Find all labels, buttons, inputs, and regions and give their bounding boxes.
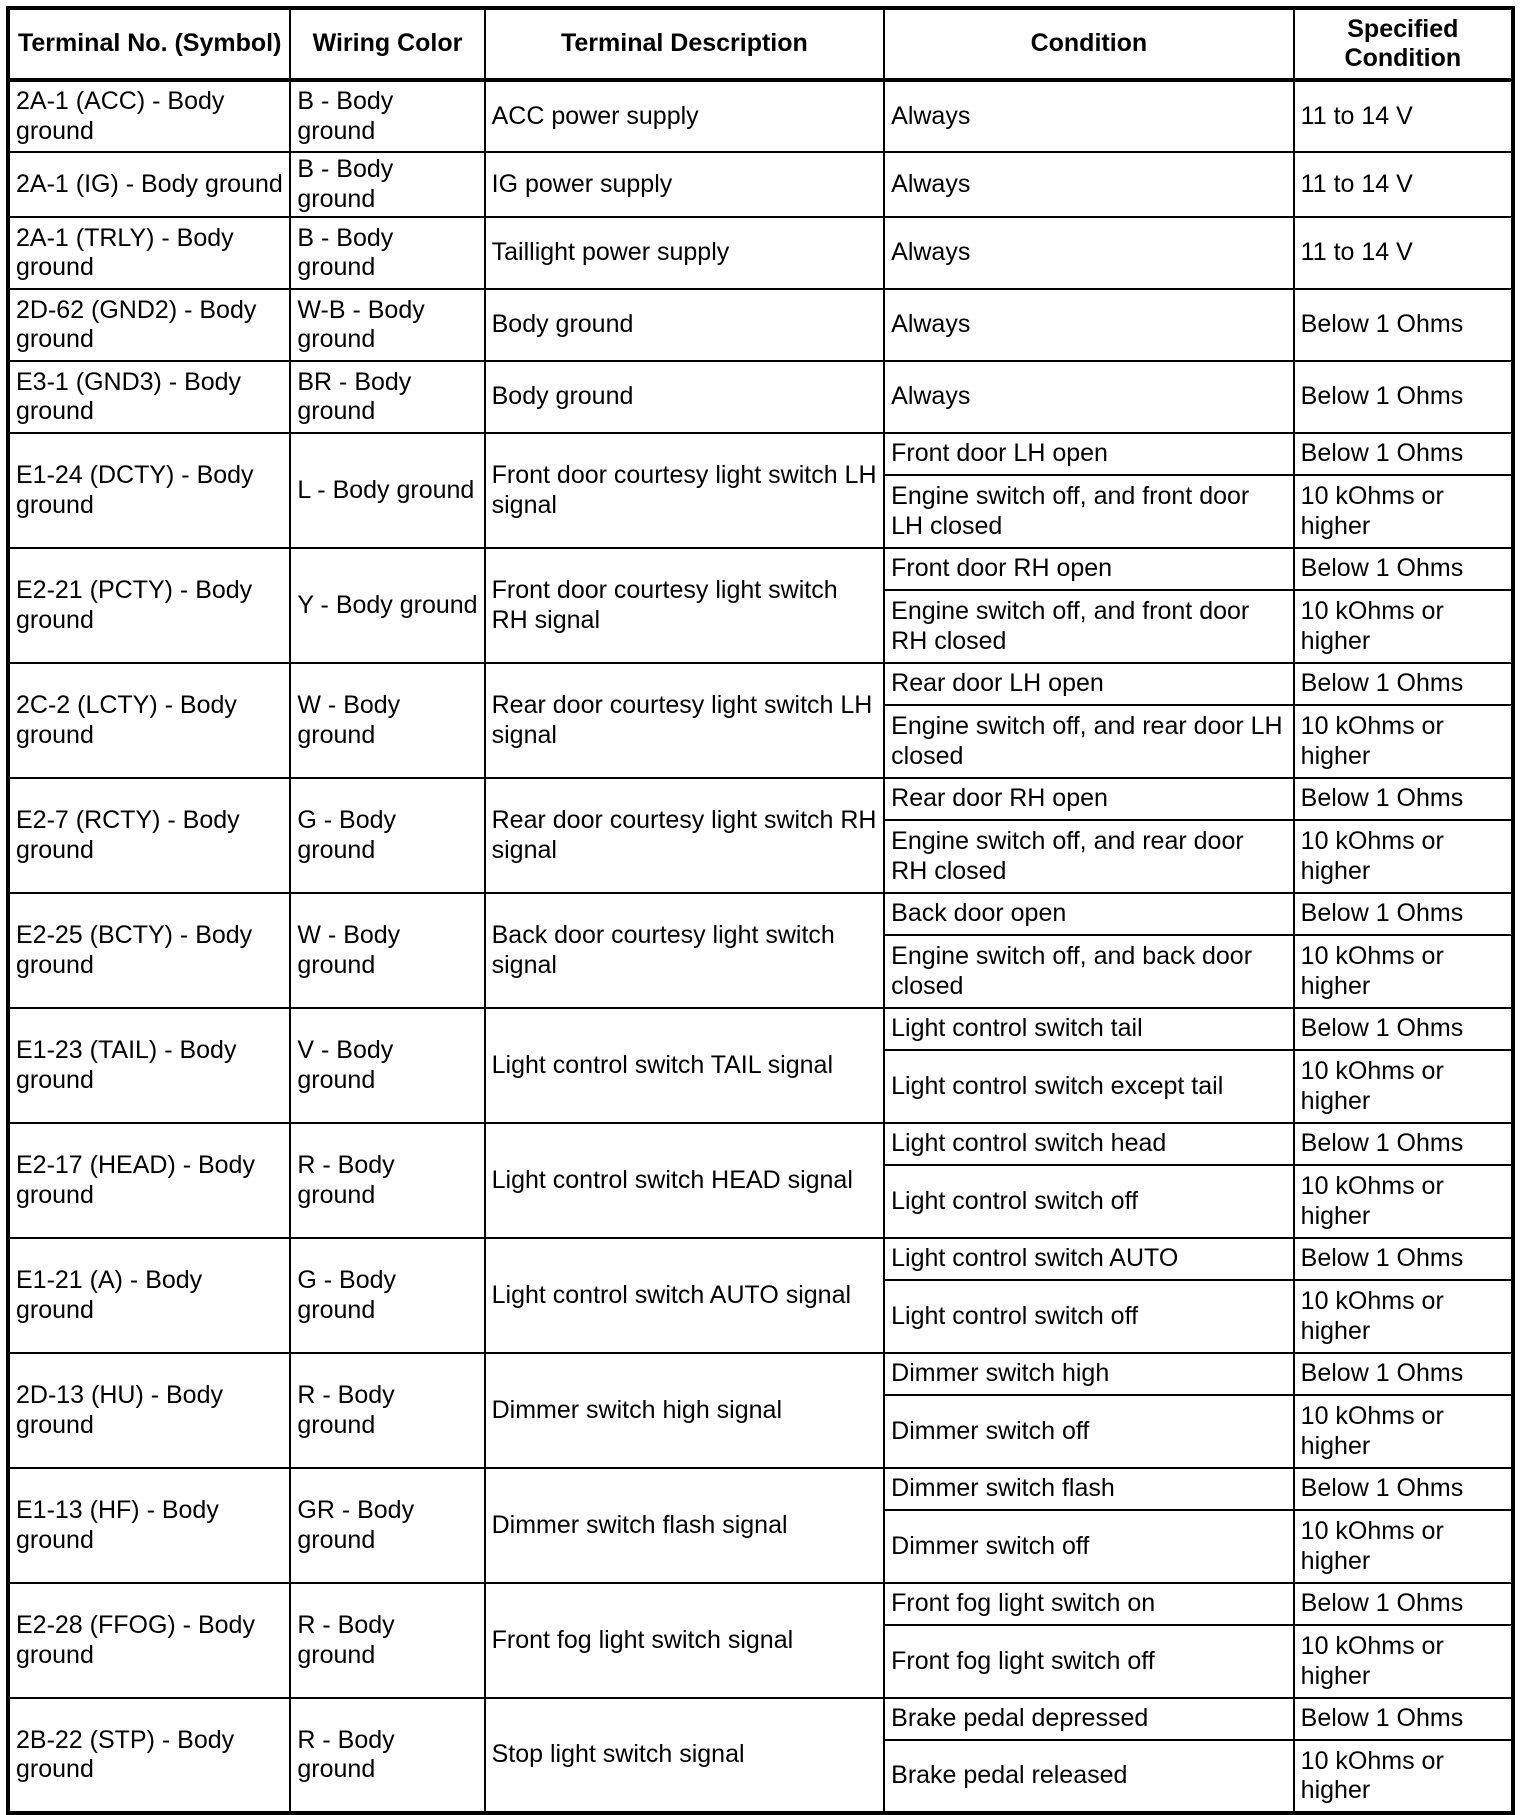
description-cell: Body ground xyxy=(485,289,885,361)
description-cell: Light control switch AUTO signal xyxy=(485,1238,885,1353)
condition-cell: Light control switch tail xyxy=(884,1008,1294,1050)
spec-cell: 10 kOhms or higher xyxy=(1294,590,1513,663)
terminal-cell: E1-24 (DCTY) - Body ground xyxy=(8,433,290,548)
wiring-color-cell: R - Body ground xyxy=(290,1698,484,1813)
condition-cell: Always xyxy=(884,152,1294,217)
terminal-cell: E2-25 (BCTY) - Body ground xyxy=(8,893,290,1008)
spec-cell: 10 kOhms or higher xyxy=(1294,1395,1513,1468)
condition-cell: Front fog light switch off xyxy=(884,1625,1294,1698)
table-row xyxy=(8,361,1513,433)
table-row xyxy=(8,433,1513,475)
condition-cell: Engine switch off, and front door RH closed xyxy=(884,590,1294,663)
spec-cell: 10 kOhms or higher xyxy=(1294,1625,1513,1698)
terminal-cell: 2A-1 (TRLY) - Body ground xyxy=(8,217,290,289)
terminal-cell: 2B-22 (STP) - Body ground xyxy=(8,1698,290,1813)
spec-cell: Below 1 Ohms xyxy=(1294,433,1513,475)
spec-cell: 10 kOhms or higher xyxy=(1294,705,1513,778)
condition-cell: Dimmer switch off xyxy=(884,1510,1294,1583)
wiring-color-cell: B - Body ground xyxy=(290,217,484,289)
condition-cell: Brake pedal released xyxy=(884,1740,1294,1813)
table-row xyxy=(8,1123,1513,1165)
description-cell: Back door courtesy light switch signal xyxy=(485,893,885,1008)
wiring-color-cell: W-B - Body ground xyxy=(290,289,484,361)
spec-cell: Below 1 Ohms xyxy=(1294,1008,1513,1050)
condition-cell: Rear door RH open xyxy=(884,778,1294,820)
table-row xyxy=(8,1583,1513,1625)
table-row xyxy=(8,548,1513,590)
table-row xyxy=(8,893,1513,935)
table-header xyxy=(8,8,1513,80)
condition-cell: Always xyxy=(884,217,1294,289)
condition-cell: Front door LH open xyxy=(884,433,1294,475)
table-row xyxy=(8,778,1513,820)
terminal-spec-table xyxy=(6,6,1515,1815)
condition-cell: Engine switch off, and back door closed xyxy=(884,935,1294,1008)
wiring-color-cell: BR - Body ground xyxy=(290,361,484,433)
description-cell: Taillight power supply xyxy=(485,217,885,289)
table-row xyxy=(8,1008,1513,1050)
condition-cell: Front door RH open xyxy=(884,548,1294,590)
terminal-cell: E3-1 (GND3) - Body ground xyxy=(8,361,290,433)
table-row xyxy=(8,289,1513,361)
wiring-color-cell: V - Body ground xyxy=(290,1008,484,1123)
spec-cell: Below 1 Ohms xyxy=(1294,663,1513,705)
description-cell: Dimmer switch flash signal xyxy=(485,1468,885,1583)
terminal-cell: E1-21 (A) - Body ground xyxy=(8,1238,290,1353)
description-cell: Stop light switch signal xyxy=(485,1698,885,1813)
spec-cell: 10 kOhms or higher xyxy=(1294,820,1513,893)
spec-cell: Below 1 Ohms xyxy=(1294,289,1513,361)
spec-cell: 10 kOhms or higher xyxy=(1294,1165,1513,1238)
condition-cell: Always xyxy=(884,80,1294,152)
wiring-color-cell: GR - Body ground xyxy=(290,1468,484,1583)
table-row xyxy=(8,1698,1513,1740)
table-row xyxy=(8,663,1513,705)
header-terminal-description: Terminal Description xyxy=(485,8,885,80)
terminal-cell: E2-17 (HEAD) - Body ground xyxy=(8,1123,290,1238)
spec-cell: 10 kOhms or higher xyxy=(1294,1280,1513,1353)
spec-cell: Below 1 Ohms xyxy=(1294,1698,1513,1740)
wiring-color-cell: R - Body ground xyxy=(290,1353,484,1468)
condition-cell: Light control switch except tail xyxy=(884,1050,1294,1123)
description-cell: Body ground xyxy=(485,361,885,433)
terminal-cell: 2A-1 (IG) - Body ground xyxy=(8,152,290,217)
wiring-color-cell: R - Body ground xyxy=(290,1123,484,1238)
description-cell: Front door courtesy light switch RH signal xyxy=(485,548,885,663)
table-row xyxy=(8,217,1513,289)
wiring-color-cell: W - Body ground xyxy=(290,893,484,1008)
condition-cell: Light control switch off xyxy=(884,1165,1294,1238)
table-row xyxy=(8,1238,1513,1280)
condition-cell: Back door open xyxy=(884,893,1294,935)
description-cell: Rear door courtesy light switch RH signal xyxy=(485,778,885,893)
spec-cell: 11 to 14 V xyxy=(1294,80,1513,152)
spec-cell: 10 kOhms or higher xyxy=(1294,1740,1513,1813)
condition-cell: Dimmer switch high xyxy=(884,1353,1294,1395)
terminal-cell: E2-21 (PCTY) - Body ground xyxy=(8,548,290,663)
header-row xyxy=(8,8,1513,80)
wiring-color-cell: L - Body ground xyxy=(290,433,484,548)
terminal-cell: E1-13 (HF) - Body ground xyxy=(8,1468,290,1583)
header-condition: Condition xyxy=(884,8,1294,80)
description-cell: Dimmer switch high signal xyxy=(485,1353,885,1468)
spec-cell: 10 kOhms or higher xyxy=(1294,935,1513,1008)
wiring-color-cell: R - Body ground xyxy=(290,1583,484,1698)
description-cell: Rear door courtesy light switch LH signal xyxy=(485,663,885,778)
condition-cell: Engine switch off, and rear door LH closed xyxy=(884,705,1294,778)
header-wiring-color: Wiring Color xyxy=(290,8,484,80)
condition-cell: Always xyxy=(884,361,1294,433)
spec-cell: Below 1 Ohms xyxy=(1294,1583,1513,1625)
condition-cell: Light control switch AUTO xyxy=(884,1238,1294,1280)
description-cell: IG power supply xyxy=(485,152,885,217)
condition-cell: Dimmer switch off xyxy=(884,1395,1294,1468)
spec-cell: 10 kOhms or higher xyxy=(1294,1510,1513,1583)
description-cell: Light control switch TAIL signal xyxy=(485,1008,885,1123)
terminal-cell: 2C-2 (LCTY) - Body ground xyxy=(8,663,290,778)
condition-cell: Light control switch head xyxy=(884,1123,1294,1165)
spec-cell: Below 1 Ohms xyxy=(1294,548,1513,590)
terminal-cell: E2-7 (RCTY) - Body ground xyxy=(8,778,290,893)
wiring-color-cell: G - Body ground xyxy=(290,1238,484,1353)
description-cell: Front door courtesy light switch LH signal xyxy=(485,433,885,548)
terminal-cell: E1-23 (TAIL) - Body ground xyxy=(8,1008,290,1123)
wiring-color-cell: W - Body ground xyxy=(290,663,484,778)
wiring-color-cell: B - Body ground xyxy=(290,152,484,217)
wiring-color-cell: Y - Body ground xyxy=(290,548,484,663)
spec-cell: Below 1 Ohms xyxy=(1294,778,1513,820)
wiring-color-cell: B - Body ground xyxy=(290,80,484,152)
condition-cell: Engine switch off, and front door LH closed xyxy=(884,475,1294,548)
spec-cell: Below 1 Ohms xyxy=(1294,1353,1513,1395)
table-row xyxy=(8,1468,1513,1510)
condition-cell: Rear door LH open xyxy=(884,663,1294,705)
condition-cell: Always xyxy=(884,289,1294,361)
terminal-cell: 2D-62 (GND2) - Body ground xyxy=(8,289,290,361)
terminal-cell: E2-28 (FFOG) - Body ground xyxy=(8,1583,290,1698)
terminal-cell: 2A-1 (ACC) - Body ground xyxy=(8,80,290,152)
table-row xyxy=(8,80,1513,152)
condition-cell: Brake pedal depressed xyxy=(884,1698,1294,1740)
spec-cell: Below 1 Ohms xyxy=(1294,1238,1513,1280)
description-cell: Front fog light switch signal xyxy=(485,1583,885,1698)
spec-cell: Below 1 Ohms xyxy=(1294,361,1513,433)
condition-cell: Front fog light switch on xyxy=(884,1583,1294,1625)
spec-cell: Below 1 Ohms xyxy=(1294,893,1513,935)
table-body xyxy=(8,80,1513,1813)
wiring-color-cell: G - Body ground xyxy=(290,778,484,893)
terminal-cell: 2D-13 (HU) - Body ground xyxy=(8,1353,290,1468)
spec-cell: 11 to 14 V xyxy=(1294,152,1513,217)
description-cell: ACC power supply xyxy=(485,80,885,152)
condition-cell: Dimmer switch flash xyxy=(884,1468,1294,1510)
spec-cell: 10 kOhms or higher xyxy=(1294,475,1513,548)
description-cell: Light control switch HEAD signal xyxy=(485,1123,885,1238)
spec-cell: Below 1 Ohms xyxy=(1294,1468,1513,1510)
spec-cell: Below 1 Ohms xyxy=(1294,1123,1513,1165)
condition-cell: Engine switch off, and rear door RH closed xyxy=(884,820,1294,893)
header-specified-condition: Specified Condition xyxy=(1294,8,1513,80)
condition-cell: Light control switch off xyxy=(884,1280,1294,1353)
table-row xyxy=(8,1353,1513,1395)
spec-cell: 10 kOhms or higher xyxy=(1294,1050,1513,1123)
spec-cell: 11 to 14 V xyxy=(1294,217,1513,289)
table-row xyxy=(8,152,1513,217)
header-terminal: Terminal No. (Symbol) xyxy=(8,8,290,80)
